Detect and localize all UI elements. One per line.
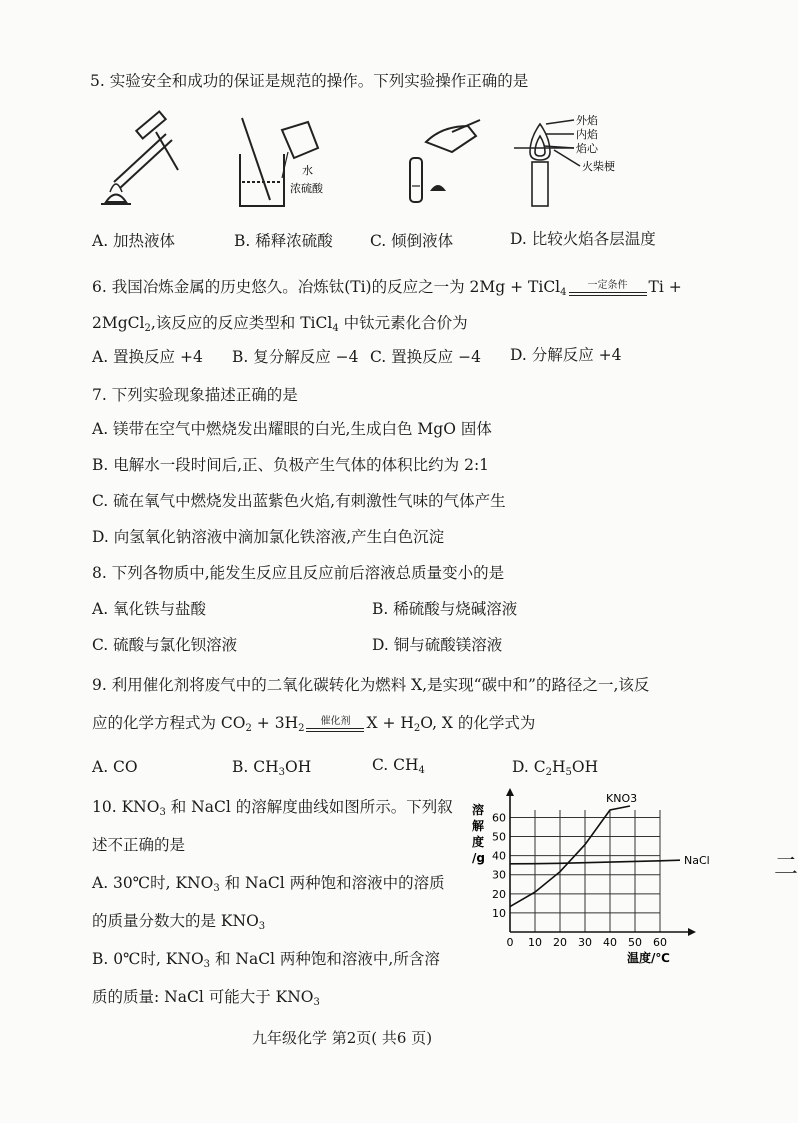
x-tick-label: 40 [603, 936, 617, 949]
q6-stem-line2: 2MgCl$_2$,该反应的反应类型和 TiCl$_4$ 中钛元素化合价为 [92, 314, 468, 334]
q5-option-a: A. 加热液体 [92, 232, 176, 250]
q9-stem: 9. 利用催化剂将废气中的二氧化碳转化为燃料 X,是实现“碳中和”的路径之一,该反 [92, 676, 650, 694]
q10-option-b-line2: 质的质量: NaCl 可能大于 $KNO_3$ [92, 988, 320, 1008]
label-outer-flame: 外焰 [576, 114, 598, 127]
catalyst-arrow: 催化剂 [306, 716, 364, 732]
x-tick-label: 50 [628, 936, 642, 949]
q6-option-a: A. 置换反应 +4 [92, 348, 203, 366]
y-tick-label: 10 [492, 906, 506, 920]
q10-option-a-line2: 的质量分数大的是 $KNO_3$ [92, 912, 266, 932]
label-match-stick: 火柴梗 [582, 160, 615, 173]
margin-mark: 二 [774, 852, 798, 880]
q5-option-c: C. 倾倒液体 [370, 232, 454, 250]
q5-stem: 5. 实验安全和成功的保证是规范的操作。下列实验操作正确的是 [90, 72, 529, 90]
q8-option-d: D. 铜与硫酸镁溶液 [372, 636, 503, 654]
label-conc-acid: 浓硫酸 [290, 182, 323, 195]
label-inner-flame: 内焰 [576, 128, 598, 141]
q7-option-b: B. 电解水一段时间后,正、负极产生气体的体积比约为 2:1 [92, 456, 490, 474]
q9-equation: 应的化学方程式为 $CO_2 + 3H_2$ 催化剂 $X + H_2O$, X 的化学式为 [92, 714, 536, 734]
y-tick-label: 20 [492, 887, 506, 901]
series-label-nacl: NaCl [684, 854, 710, 868]
reaction-condition-arrow: 一定条件 [569, 280, 647, 296]
x-tick-label: 10 [528, 936, 542, 949]
q8-option-b: B. 稀硫酸与烧碱溶液 [372, 600, 518, 618]
y-tick-label: 50 [492, 830, 506, 844]
x-axis-label: 温度/℃ [627, 951, 670, 965]
page-footer: 九年级化学 第2页( 共6 页) [252, 1029, 433, 1047]
x-axis-arrow [688, 928, 696, 936]
solubility-chart [462, 792, 742, 982]
q9-option-a: A. CO [92, 758, 138, 776]
x-tick-label: 20 [553, 936, 567, 949]
q10-stem-line2: 述不正确的是 [92, 836, 186, 854]
figure-flame-layers [514, 108, 664, 212]
figure-dilute-acid [232, 112, 342, 216]
q9-option-b: B. $CH_3OH$ [232, 758, 312, 778]
label-flame-core: 焰心 [576, 142, 598, 155]
y-axis-label: 度 [472, 835, 485, 849]
q5-option-d: D. 比较火焰各层温度 [510, 230, 656, 248]
y-axis-arrow [506, 788, 514, 796]
q6-option-b: B. 复分解反应 −4 [232, 348, 359, 366]
q6-option-c: C. 置换反应 −4 [370, 348, 481, 366]
q8-option-a: A. 氧化铁与盐酸 [92, 600, 207, 618]
y-axis-label: 溶 [472, 803, 485, 817]
y-axis-label: /g [472, 851, 485, 865]
q5-option-b: B. 稀释浓硫酸 [234, 232, 333, 250]
label-water: 水 [302, 164, 313, 177]
q10-option-a-line1: A. 30℃时, $KNO_3$ 和 NaCl 两种饱和溶液中的溶质 [92, 874, 445, 894]
q6-option-d: D. 分解反应 +4 [510, 346, 622, 364]
figure-pour-liquid [396, 112, 506, 212]
y-tick-label: 40 [492, 849, 506, 863]
series-line-kno3 [510, 806, 630, 907]
solubility-chart-svg [462, 792, 742, 982]
q8-stem: 8. 下列各物质中,能发生反应且反应前后溶液总质量变小的是 [92, 564, 505, 582]
x-tick-label: 0 [506, 936, 514, 949]
y-axis-label: 解 [472, 819, 485, 833]
x-tick-label: 30 [578, 936, 592, 949]
q6-stem: 6. 我国冶炼金属的历史悠久。冶炼钛(Ti)的反应之一为 2Mg + TiCl$_4$ 一定条件 Ti + [92, 278, 682, 298]
q9-option-d: D. $C_2H_5OH$ [512, 758, 599, 778]
series-label-kno3: KNO3 [606, 792, 638, 805]
y-tick-label: 60 [492, 811, 506, 825]
q9-option-c: C. $CH_4$ [372, 756, 425, 776]
x-tick-label: 60 [653, 936, 667, 949]
q10-stem: 10. $KNO_3$ 和 NaCl 的溶解度曲线如图所示。下列叙 [92, 798, 453, 818]
q7-option-c: C. 硫在氧气中燃烧发出蓝紫色火焰,有刺激性气味的气体产生 [92, 492, 506, 510]
q7-option-d: D. 向氢氧化钠溶液中滴加氯化铁溶液,产生白色沉淀 [92, 528, 445, 546]
figure-heating-liquid [96, 112, 196, 212]
q8-option-c: C. 硫酸与氯化钡溶液 [92, 636, 238, 654]
q7-option-a: A. 镁带在空气中燃烧发出耀眼的白光,生成白色 MgO 固体 [92, 420, 492, 438]
q10-option-b-line1: B. 0℃时, $KNO_3$ 和 NaCl 两种饱和溶液中,所含溶 [92, 950, 440, 970]
y-tick-label: 30 [492, 868, 506, 882]
q7-stem: 7. 下列实验现象描述正确的是 [92, 386, 298, 404]
